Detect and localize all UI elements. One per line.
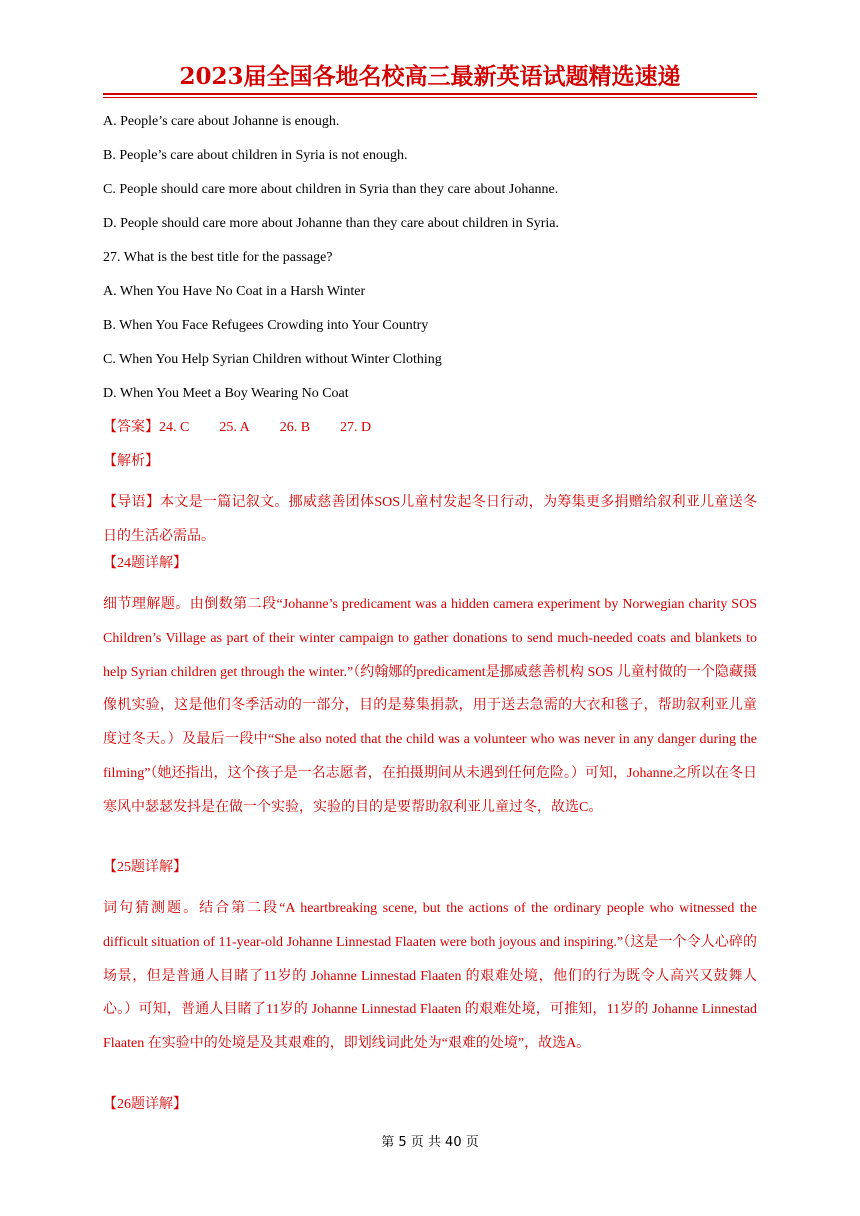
q25-explanation: 词句猜测题。结合第二段“A heartbreaking scene, but the actions of the ordinary people who witnessed the difficult situation of 11-year-old Johanne Linnestad Flaaten were both joyous and inspiring.”（这是一个令人心碎的场景，但是普通人目睹了11岁的 Johanne Linnestad Flaaten 的艰难处境，他们的行为既令人高兴又鼓舞人心。）可知，普通人目睹了11岁的 Johanne Linnestad Flaaten 的艰难处境，可推知，11岁的 Johanne Linnestad Flaaten 在实验中的处境是及其艰难的，即划线词此处为“艰难的处境”，故选A。 <box>103 901 757 1052</box>
q25-label: 【25题详解】 <box>103 860 187 875</box>
page-header-title: 2023届全国各地名校高三最新英语试题精选速递 <box>179 63 681 90</box>
q27-option-a: A. When You Have No Coat in a Harsh Winter <box>103 284 366 299</box>
q27-question: 27. What is the best title for the passage? <box>103 250 333 265</box>
answer-line <box>103 418 757 452</box>
header-rule-thick <box>103 93 757 95</box>
q26-option-d: D. People should care more about Johanne than they care about children in Syria. <box>103 216 560 231</box>
header-rule-thin <box>103 97 757 98</box>
q27-option-c: C. When You Help Syrian Children without Winter Clothing <box>103 352 442 367</box>
answer-item: 24. C <box>159 420 190 435</box>
page-footer: 第 5 页 共 40 页 <box>381 1135 479 1150</box>
answer-label: 【答案】 <box>103 420 159 435</box>
q27-option-b: B. When You Face Refugees Crowding into Your Country <box>103 318 429 333</box>
q26-option-b: B. People’s care about children in Syria is not enough. <box>103 148 408 163</box>
q24-explanation: 细节理解题。由倒数第二段“Johanne’s predicament was a hidden camera experiment by Norwegian charity SOS Children’s Village as part of their winter campaign to gather donations to send much-needed coats and blankets to help Syrian children get through the winter.”（约翰娜的predicament是挪威慈善机构 SOS 儿童村做的一个隐藏摄像机实验，这是他们冬季活动的一部分，目的是募集捐款，用于送去急需的大衣和毯子，帮助叙利亚儿童度过冬天。）及最后一段中“She also noted that the child was a volunteer who was never in any danger during the filming”（她还指出，这个孩子是一名志愿者，在拍摄期间从未遇到任何危险。）可知，Johanne之所以在冬日寒风中瑟瑟发抖是在做一个实验，实验的目的是要帮助叙利亚儿童过冬，故选C。 <box>103 597 757 815</box>
guide-paragraph: 【导语】本文是一篇记叙文。挪威慈善团体SOS儿童村发起冬日行动，为筹集更多捐赠给叙利亚儿童送冬日的生活必需品。 <box>103 495 757 544</box>
q27-option-d: D. When You Meet a Boy Wearing No Coat <box>103 386 349 401</box>
q26-option-a: A. People’s care about Johanne is enough. <box>103 114 340 129</box>
q26-label: 【26题详解】 <box>103 1097 187 1112</box>
page-content <box>103 112 757 1129</box>
q24-label: 【24题详解】 <box>103 556 187 571</box>
answer-item: 25. A <box>219 420 250 435</box>
answer-item: 27. D <box>340 420 372 435</box>
answer-item: 26. B <box>279 420 311 435</box>
analysis-label: 【解析】 <box>103 454 159 469</box>
q26-option-c: C. People should care more about children in Syria than they care about Johanne. <box>103 182 559 197</box>
